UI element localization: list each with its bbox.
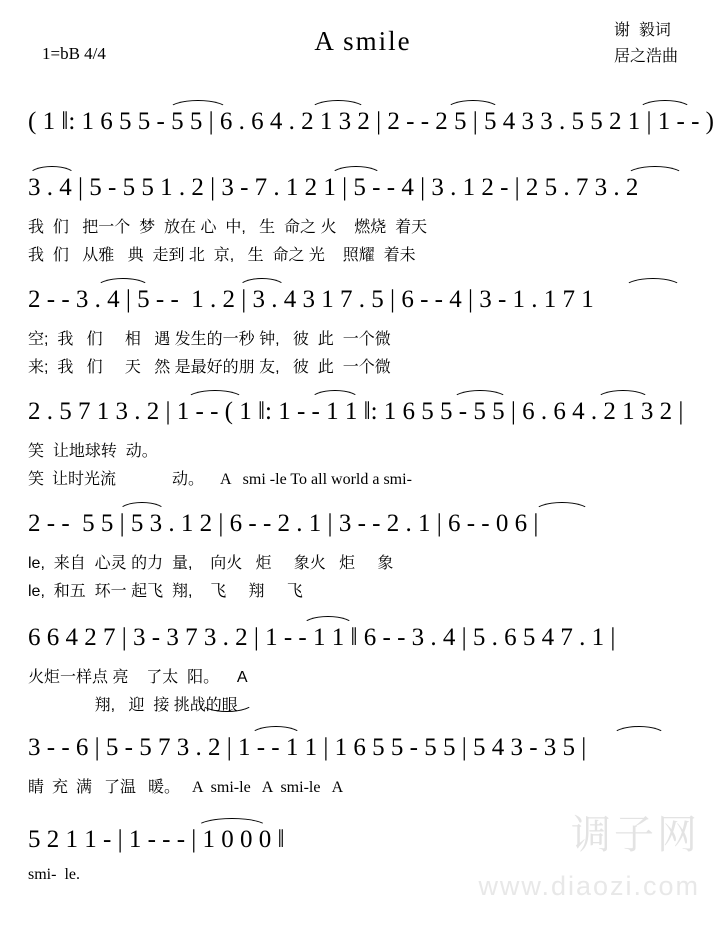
lyricist-credit: 谢 毅词 [613,22,671,39]
notation-line: 3 . 4 | 5 - 5 5 1 . 2 | 3 - 7 . 1 2 1 | 5 - - 4 | 3 . 1 2 - | 2 5 . 7 3 . 2 [28,174,639,201]
lyric-line-verse1: 笑 让地球转 动。 [28,443,158,460]
lyric-line-verse1: 空; 我 们 相 遇 发生的一秒 钟, 彼 此 一个微 [28,331,391,348]
key-signature: 1=bB 4/4 [42,44,106,63]
notation-line: 2 - - 5 5 | 5 3 . 1 2 | 6 - - 2 . 1 | 3 - - 2 . 1 | 6 - - 0 6 | [28,510,539,537]
credits [614,18,678,70]
lyric-line-verse1: 我 们 把一个 梦 放在 心 中, 生 命之 火 燃烧 着天 [28,219,428,236]
music-system-6 [0,624,726,720]
music-system-1 [0,108,726,148]
notation-line: 2 - - 3 . 4 | 5 - - 1 . 2 | 3 . 4 3 1 7 . 5 | 6 - - 4 | 3 - 1 . 1 7 1 [28,286,594,313]
watermark-site-url: www.diaozi.com [478,871,700,901]
notation-line: 2 . 5 7 1 3 . 2 | 1 - - ( 1 ‖: 1 - - 1 1 ‖: 1 6 5 5 - 5 5 | 6 . 6 4 . 2 1 3 2 | [28,398,684,425]
lyric-line-verse2: 来; 我 们 天 然 是最好的朋 友, 彼 此 一个微 [28,359,391,376]
lyric-line-verse2: 我 们 从雅 典 走到 北 京, 生 命之 光 照耀 着未 [28,247,416,264]
notation-line: 3 - - 6 | 5 - 5 7 3 . 2 | 1 - - 1 1 | 1 6 5 5 - 5 5 | 5 4 3 - 3 5 | [28,734,587,761]
music-system-3 [0,286,726,382]
music-system-7 [0,734,726,802]
notation-line: 5 2 1 1 - | 1 - - - | 1 0 0 0 ‖ [28,826,285,853]
music-system-2 [0,174,726,270]
composer-credit: 居之浩曲 [613,48,678,65]
notation-line: 6 6 4 2 7 | 3 - 3 7 3 . 2 | 1 - - 1 1 ‖ 6 - - 3 . 4 | 5 . 6 5 4 7 . 1 | [28,624,616,651]
lyric-line-verse2: le, 和五 环一 起飞 翔, 飞 翔 飞 [28,583,303,600]
watermark-site-name: 调子网 [571,813,700,857]
lyric-line-verse1: smi- le. [28,866,80,883]
lyric-line-verse1: 火炬一样点 亮 了太 阳。 A [28,669,248,686]
lyric-line-verse1: le, 来自 心灵 的力 量, 向火 炬 象火 炬 象 [28,555,394,572]
page-title: A smile [314,26,412,56]
notation-line: ( 1 ‖: 1 6 5 5 - 5 5 | 6 . 6 4 . 2 1 3 2 | 2 - - 2 5 | 5 4 3 3 . 5 5 2 1 | 1 - - ) [28,108,715,135]
lyric-line-verse2: 笑 让时光流 动。 A smi -le To all world a smi- [28,471,412,488]
music-system-4 [0,398,726,494]
lyric-line-verse1: 睛 充 满 了温 暖。 A smi-le A smi-le A [28,779,344,796]
music-system-5 [0,510,726,606]
lyric-line-verse2: 翔, 迎 接 挑战的眼 [28,697,238,714]
